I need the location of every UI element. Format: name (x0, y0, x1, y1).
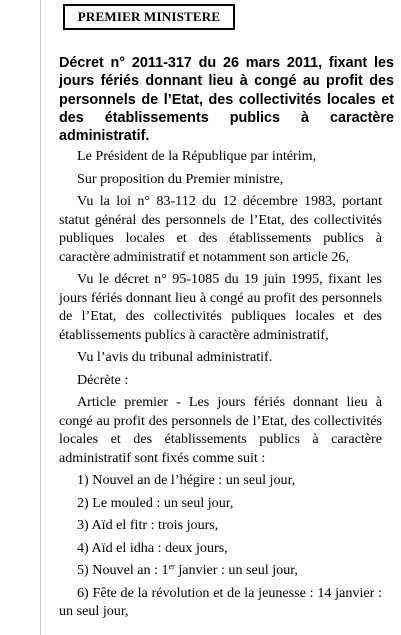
holiday-item-5-end: janvier : un seul jour, (174, 562, 298, 578)
paragraph-proposal: Sur proposition du Premier ministre, (77, 170, 284, 187)
holiday-item-5 (59, 561, 382, 580)
holiday-item-2: 2) Le mouled : un seul jour, (77, 494, 234, 511)
holiday-item-3: 3) Aïd el fitr : trois jours, (77, 517, 219, 533)
holiday-item-1: 1) Nouvel an de l’hégire : un seul jour, (77, 472, 296, 488)
paragraph-law-reference: Vu la loi n° 83-112 du 12 décembre 1983, portant statut général des personnels de l’Etat, des collectivités publiques locales et des établissements publics à caractère administratif et notamment son article 26, (59, 193, 382, 265)
holiday-item-4: 4) Aïd el idha : deux jours, (77, 539, 228, 556)
holiday-item-5-start: 5) Nouvel an : 1 (77, 562, 169, 578)
holiday-item-5-ordinal: er (168, 562, 175, 571)
holiday-item-6: 6) Fête de la révolution et de la jeunesse : 14 janvier : un seul jour, (59, 584, 382, 619)
paragraph-tribunal-opinion: Vu l’avis du tribunal administratif. (77, 349, 273, 365)
paragraph-decrees: Décrète : (77, 371, 129, 388)
article-premier: Article premier - Les jours fériés donnant lieu à congé au profit des personnels de l’Etat, des collectivités locales et des établissements publics à caractère administratif sont fixés comme suit : (59, 394, 382, 466)
paragraph-president: Le Président de la République par intérim, (77, 148, 317, 164)
paragraph-decree-reference: Vu le décret n° 95-1085 du 19 juin 1995, fixant les jours fériés donnant lieu à congé au profit des personnels de l’Etat, des collectivités publiques locales et des établissements publics à caractère administratif, (59, 271, 382, 343)
decree-title: Décret n° 2011-317 du 26 mars 2011, fixant les jours fériés donnant lieu à congé au profit des personnels de l’Etat, des collectivités locales et des établissements publics à caractère administratif. (59, 55, 394, 145)
ministry-header-label: PREMIER MINISTERE (77, 9, 221, 24)
ministry-header (63, 4, 235, 30)
decree-body (59, 147, 382, 625)
